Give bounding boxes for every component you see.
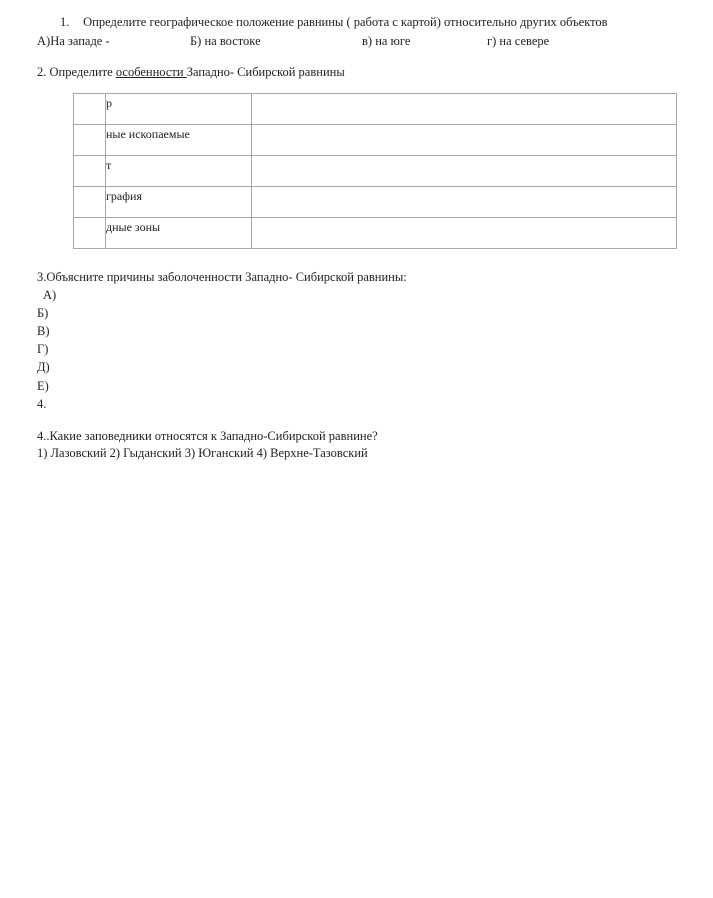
question-2-suffix: Западно- Сибирской равнины <box>186 65 345 79</box>
question-3-answer-e: Е) <box>37 379 49 393</box>
feature-label: р <box>106 96 112 110</box>
question-4-title: 4..Какие заповедники относятся к Западно-Сибирской равнине? <box>37 429 378 443</box>
question-3-answer-g: Г) <box>37 342 49 356</box>
table-row <box>74 218 677 249</box>
table-cell-feature <box>106 125 252 156</box>
table-cell-index <box>74 187 106 218</box>
feature-label: графия <box>106 189 142 203</box>
feature-label: ные ископаемые <box>106 127 190 141</box>
question-1-title <box>60 15 608 30</box>
table-cell-index <box>74 94 106 125</box>
question-3-item-4: 4. <box>37 397 47 411</box>
question-1-option-east: Б) на востоке <box>190 34 261 48</box>
question-3-title: 3.Объясните причины заболоченности Западно- Сибирской равнины: <box>37 270 407 284</box>
table-row <box>74 125 677 156</box>
table-row <box>74 187 677 218</box>
question-2-title <box>37 65 345 80</box>
table-cell-answer[interactable] <box>252 218 677 249</box>
question-1-option-west: А)На западе - <box>37 34 110 48</box>
table-cell-index <box>74 218 106 249</box>
question-3-answer-b: Б) <box>37 306 49 320</box>
table-cell-index <box>74 156 106 187</box>
table-cell-feature <box>106 187 252 218</box>
question-1-text: Определите географическое положение равнины ( работа с картой) относительно других объектов <box>83 15 608 29</box>
question-2-prefix: 2. Определите <box>37 65 116 79</box>
table-cell-feature <box>106 218 252 249</box>
feature-label: дные зоны <box>106 220 161 234</box>
question-1-option-north: г) на севере <box>487 34 550 48</box>
features-table <box>73 93 677 249</box>
question-2-underlined: особенности <box>115 65 187 79</box>
table-cell-answer[interactable] <box>252 94 677 125</box>
question-3-answer-v: В) <box>37 324 50 338</box>
table-row <box>74 94 677 125</box>
question-3-answer-a: А) <box>43 288 57 302</box>
table-cell-answer[interactable] <box>252 125 677 156</box>
table-cell-index <box>74 125 106 156</box>
table-cell-answer[interactable] <box>252 187 677 218</box>
table-cell-answer[interactable] <box>252 156 677 187</box>
table-cell-feature <box>106 156 252 187</box>
question-1-option-south: в) на юге <box>362 34 411 48</box>
feature-label: т <box>106 158 112 172</box>
question-4-options: 1) Лазовский 2) Гыданский 3) Юганский 4) Верхне-Тазовский <box>37 446 368 460</box>
question-1-number: 1. <box>60 15 70 29</box>
table-cell-feature <box>106 94 252 125</box>
question-3-answer-d: Д) <box>37 360 50 374</box>
table-row <box>74 156 677 187</box>
